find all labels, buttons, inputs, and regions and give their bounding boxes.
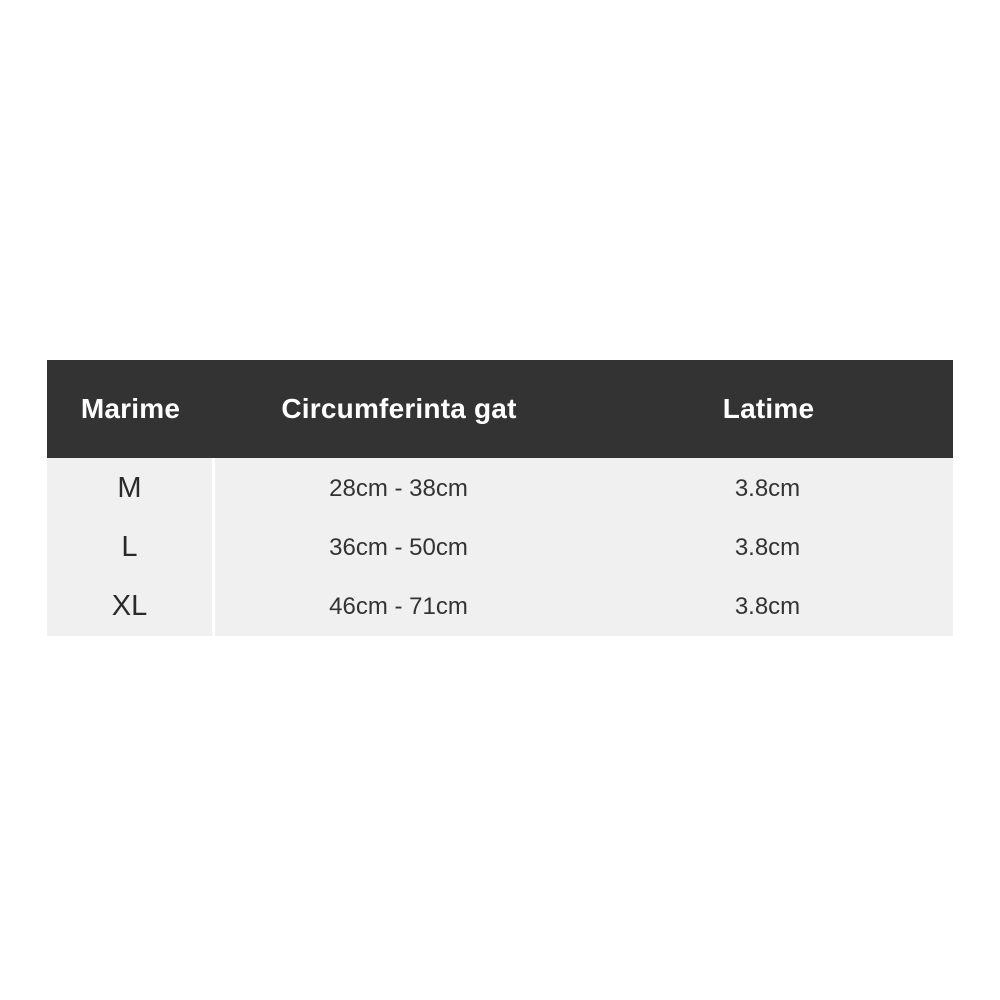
table-row <box>215 459 953 518</box>
neck-cell: 46cm - 71cm <box>329 592 468 620</box>
table-row <box>47 518 212 577</box>
table-body <box>47 458 953 636</box>
width-cell: 3.8cm <box>734 533 801 561</box>
measurements-column <box>215 458 953 636</box>
size-cell: L <box>121 531 138 563</box>
size-column <box>47 458 212 636</box>
header-size: Marime <box>80 393 181 424</box>
size-cell: XL <box>111 590 148 622</box>
table-row <box>47 577 212 636</box>
header-width: Latime <box>722 393 815 424</box>
table-row <box>47 459 212 518</box>
neck-cell: 28cm - 38cm <box>329 474 468 502</box>
table-row <box>215 577 953 636</box>
neck-cell: 36cm - 50cm <box>329 533 468 561</box>
table-row <box>215 518 953 577</box>
size-cell: M <box>117 472 142 504</box>
size-chart-table <box>47 360 953 636</box>
header-neck-circumference: Circumferinta gat <box>281 393 517 424</box>
width-cell: 3.8cm <box>734 474 801 502</box>
width-cell: 3.8cm <box>734 592 801 620</box>
table-header-row <box>47 360 953 458</box>
